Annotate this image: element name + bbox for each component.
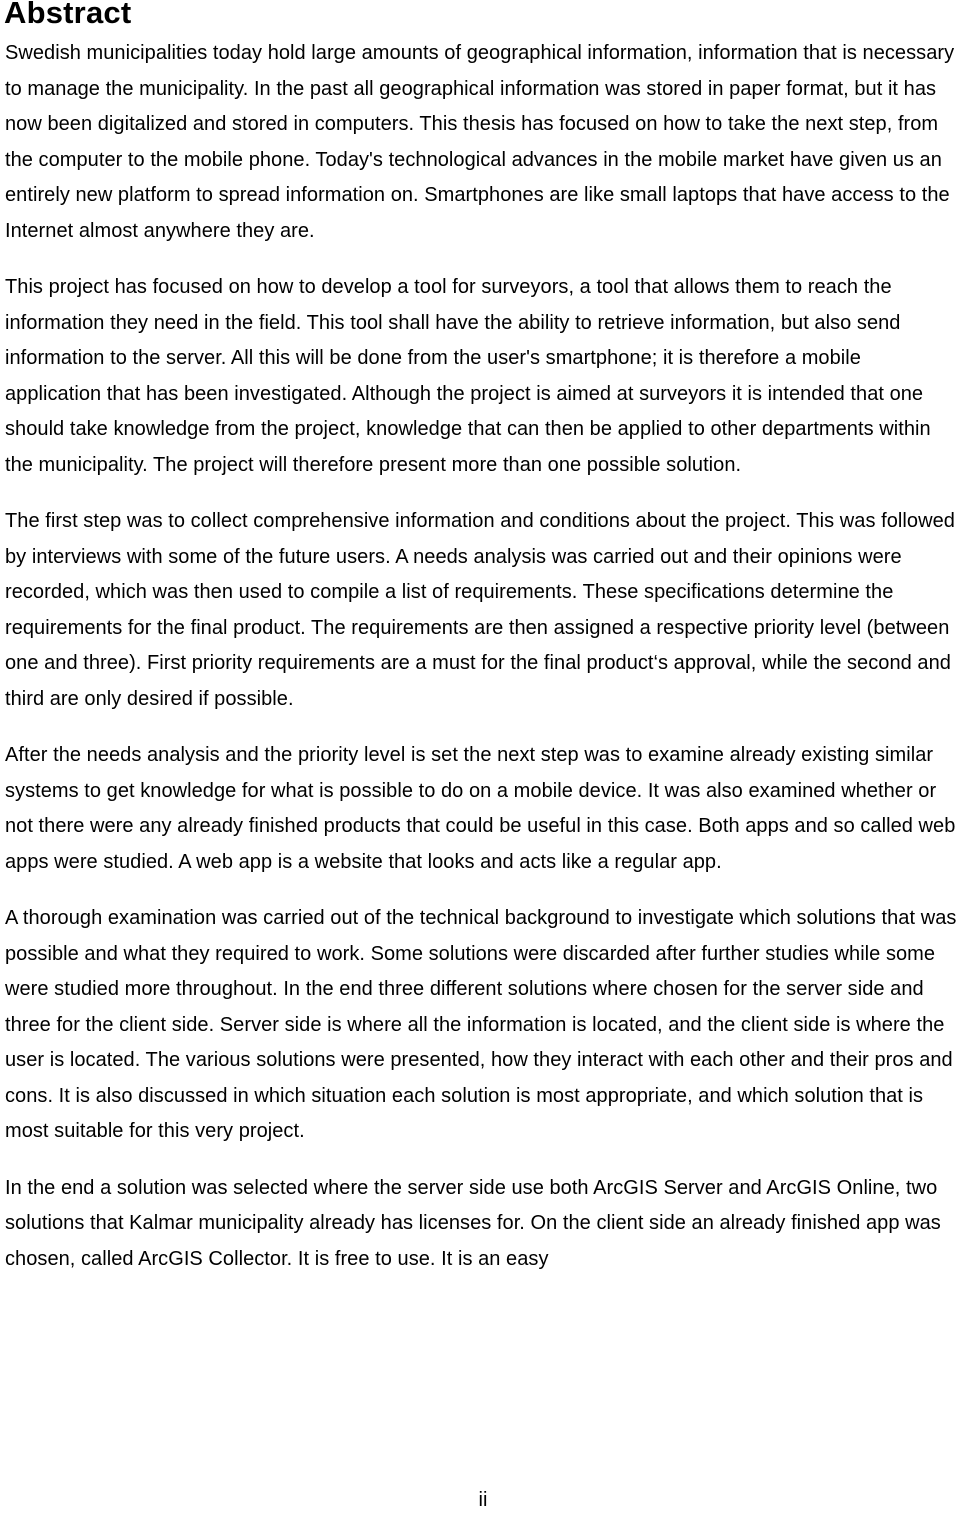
- paragraph-6: In the end a solution was selected where the server side use both ArcGIS Server and ArcGIS Online, two solutions that Kalmar municipality already has licenses for. On the client side an already finished app was chosen, called ArcGIS Collector. It is free to use. It is an easy: [5, 1176, 941, 1270]
- paragraph-5: A thorough examination was carried out of the technical background to investigate which solutions that was possible and what they required to work. Some solutions were discarded after further studies while some were studied more throughout. In the end three different solutions where chosen for the server side and three for the client side. Server side is where all the information is located, and the client side is where the user is located. The various solutions were presented, how they interact with each other and their pros and cons. It is also discussed in which situation each solution is most appropriate, and which solution that is most suitable for this very project.: [5, 907, 957, 1142]
- paragraph-1: Swedish municipalities today hold large amounts of geographical information, information that is necessary to manage the municipality. In the past all geographical information was stored in paper format, but it has now been digitalized and stored in computers. This thesis has focused on how to take the next step, from the computer to the mobile phone. Today's technological advances in the mobile market have given us an entirely new platform to spread information on. Smartphones are like small laptops that have access to the Internet almost anywhere they are.: [5, 42, 955, 242]
- abstract-body: [5, 36, 957, 1298]
- section-heading: Abstract: [4, 0, 132, 30]
- paragraph-4: After the needs analysis and the priority level is set the next step was to examine already existing similar systems to get knowledge for what is possible to do on a mobile device. It was also examined whether or not there were any already finished products that could be useful in this case. Both apps and so called web apps were studied. A web app is a website that looks and acts like a regular app.: [5, 744, 956, 873]
- page-number: ii: [478, 1489, 488, 1511]
- paragraph-2: This project has focused on how to develop a tool for surveyors, a tool that allows them to reach the information they need in the field. This tool shall have the ability to retrieve information, but also send information to the server. All this will be done from the user's smartphone; it is therefore a mobile application that has been investigated. Although the project is aimed at surveyors it is intended that one should take knowledge from the project, knowledge that can then be applied to other departments within the municipality. The project will therefore present more than one possible solution.: [5, 276, 931, 476]
- paragraph-3: The first step was to collect comprehensive information and conditions about the project. This was followed by interviews with some of the future users. A needs analysis was carried out and their opinions were recorded, which was then used to compile a list of requirements. These specifications determine the requirements for the final product. The requirements are then assigned a respective priority level (between one and three). First priority requirements are a must for the final product‘s approval, while the second and third are only desired if possible.: [5, 510, 955, 710]
